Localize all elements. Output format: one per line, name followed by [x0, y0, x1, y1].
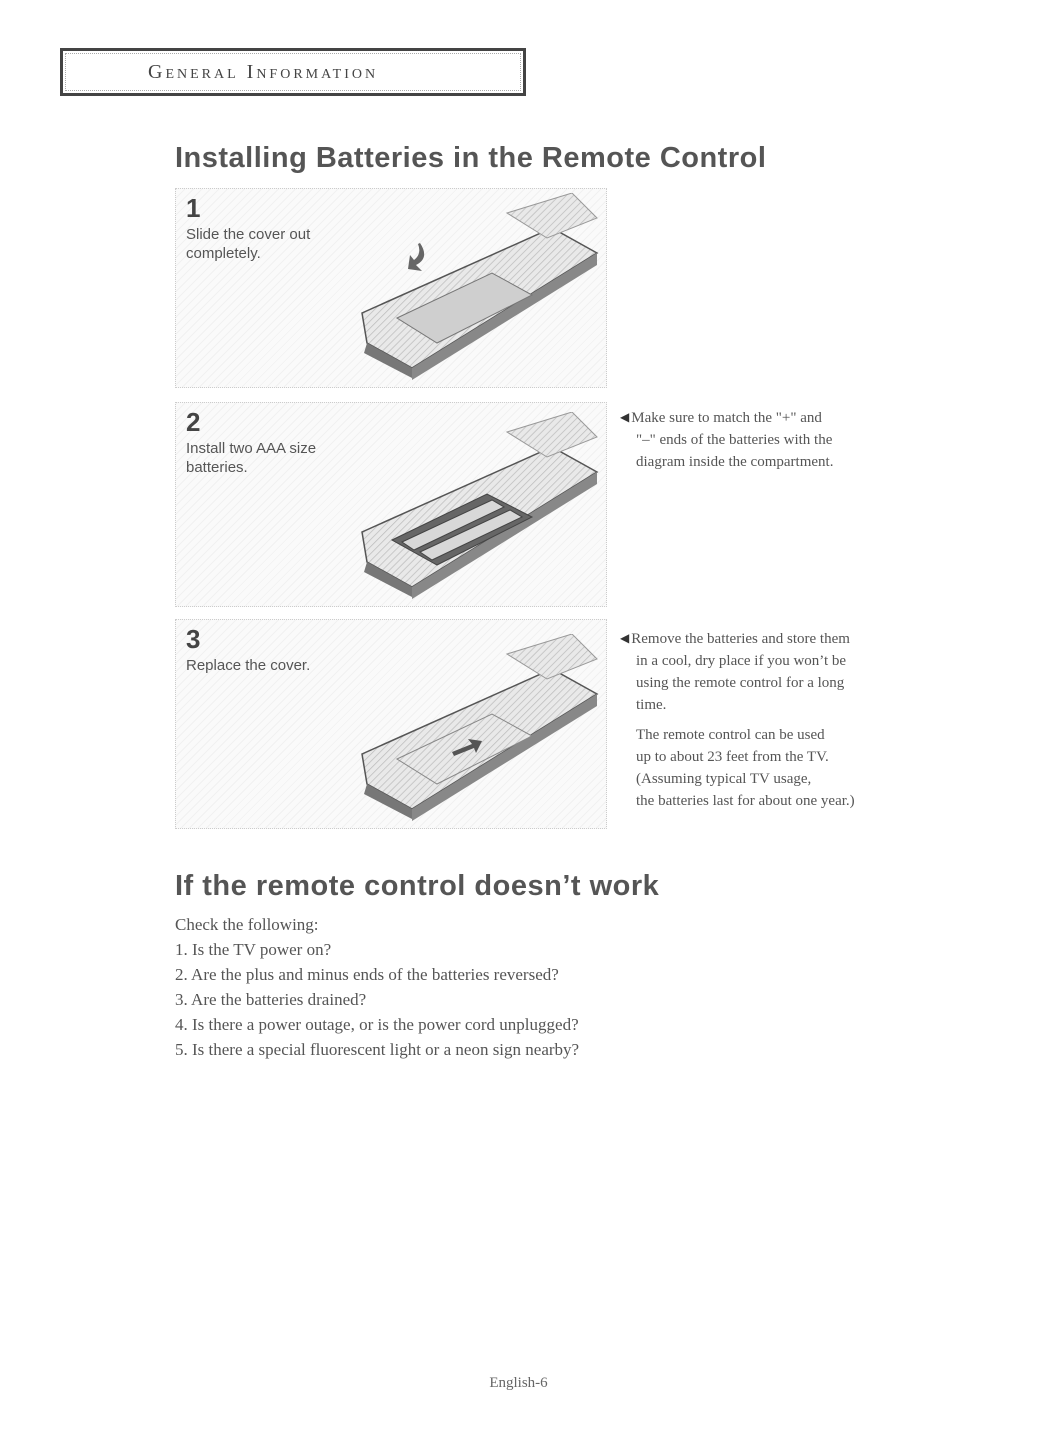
list-item: 4. Is there a power outage, or is the power cord unplugged?: [175, 1015, 579, 1034]
note-line: diagram inside the compartment.: [636, 454, 834, 470]
note-line: using the remote control for a long: [636, 675, 845, 691]
note-line: Make sure to match the "+" and: [631, 410, 822, 426]
step-number: 2: [186, 407, 201, 437]
install-title: Installing Batteries in the Remote Control: [175, 142, 767, 174]
section-header-box: [60, 48, 526, 96]
step-number: 1: [186, 193, 201, 223]
note-line: The remote control can be used: [636, 727, 825, 743]
note-line: Remove the batteries and store them: [631, 631, 850, 647]
note-line: in a cool, dry place if you won’t be: [636, 653, 847, 669]
note-line: time.: [636, 697, 667, 713]
list-item: 1. Is the TV power on?: [175, 940, 332, 959]
left-triangle-icon: ◀: [620, 410, 630, 424]
arrow-icon: [408, 243, 424, 271]
page-number: English-6: [489, 1375, 548, 1391]
remote-batteries-illustration: [342, 412, 602, 602]
step-instruction: Slide the cover out completely.: [186, 226, 311, 262]
list-item: 3. Are the batteries drained?: [175, 990, 367, 1009]
note-line: the batteries last for about one year.): [636, 793, 855, 809]
remote-cover-closed-illustration: [342, 634, 602, 824]
step-panel-1: [175, 188, 607, 388]
step-instruction: Replace the cover.: [186, 657, 311, 674]
left-triangle-icon: ◀: [620, 631, 630, 645]
step-number: 3: [186, 624, 201, 654]
step-panel-2: [175, 402, 607, 607]
remote-cover-open-illustration: [342, 193, 602, 383]
note-line: up to about 23 feet from the TV.: [636, 749, 829, 765]
list-item: 5. Is there a special fluorescent light or a neon sign nearby?: [175, 1040, 580, 1059]
troubleshoot-title: If the remote control doesn’t work: [175, 870, 660, 902]
list-item: 2. Are the plus and minus ends of the batteries reversed?: [175, 965, 559, 984]
troubleshoot-intro: Check the following:: [175, 915, 319, 934]
step2-note: [620, 406, 910, 473]
note-line: "–" ends of the batteries with the: [636, 432, 833, 448]
section-header-title: General Information: [148, 61, 379, 83]
troubleshoot-list: [175, 912, 875, 1062]
note-line: (Assuming typical TV usage,: [636, 771, 812, 787]
step-panel-3: [175, 619, 607, 829]
step3-note: [620, 627, 910, 812]
step-instruction: Install two AAA size batteries.: [186, 440, 317, 476]
